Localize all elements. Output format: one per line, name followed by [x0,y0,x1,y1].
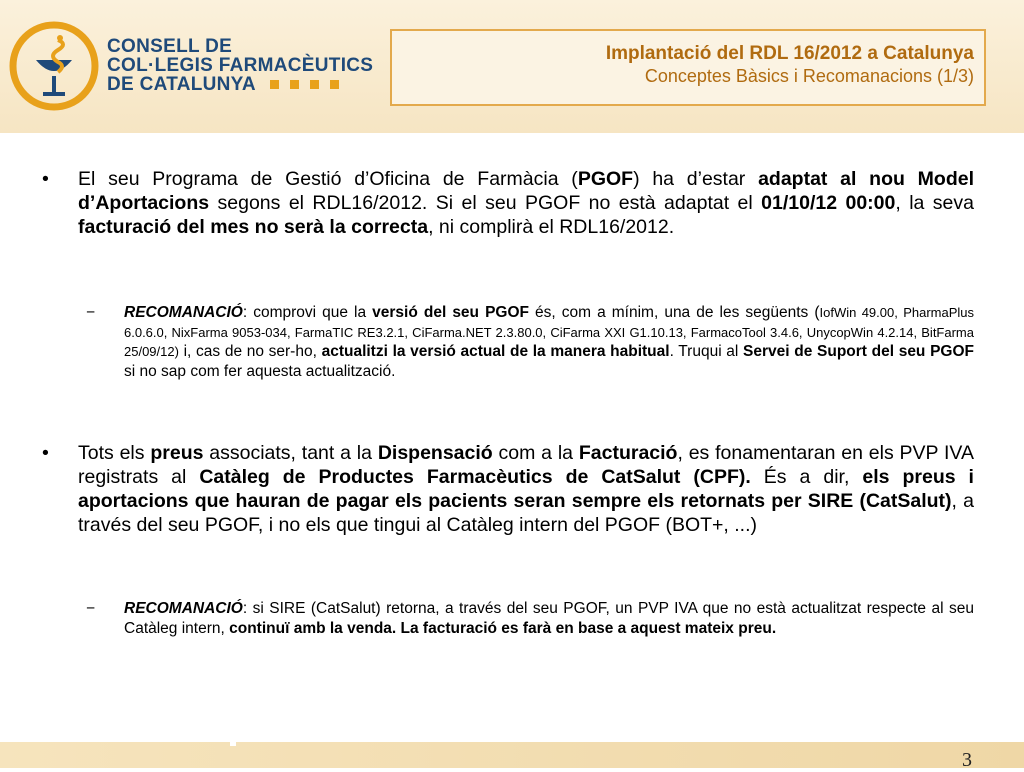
org-name-line1: CONSELL DE [107,36,233,57]
bold-run: versió del seu PGOF [372,304,529,321]
bullet-marker: • [42,168,49,190]
organization-name [107,37,373,94]
recommendation-continue-sale [86,599,974,638]
text-run: si no sap com fer aquesta actualització. [124,362,396,380]
text-run: El seu Programa de Gestió d’Oficina de Farmàcia ( [78,168,578,190]
text-run: , la seva [895,192,974,214]
bold-run: Facturació [578,442,678,464]
recommendation-version-check [86,303,974,381]
slide-subtitle: Conceptes Bàsics i Recomanacions (1/3) [644,66,974,86]
org-name-line3-text: DE CATALUNYA [107,74,256,95]
text-run: : si SIRE (CatSalut) retorna, a través del seu PGOF, un PVP IVA que no està actualitzat respecte al seu Catàleg intern, [124,600,974,637]
decorative-squares [270,75,350,94]
bullet-pgof-adaptation [42,167,974,239]
text-run: , a través del seu PGOF, i no els que tingui al Catàleg intern del PGOF (BOT+, ...) [78,490,974,536]
bold-run: actualitzi la versió actual de la manera habitual [321,343,670,360]
text-run: segons el RDL16/2012. Si el seu PGOF no està adaptat el [209,192,762,214]
bold-run: continuï amb la venda. La facturació es farà en base a aquest mateix preu. [229,619,777,637]
bold-run: Servei de Suport del seu PGOF [743,343,974,360]
text-run: i, cas de no ser-ho, [178,343,322,360]
text-run: , es fonamentaran en els PVP IVA registrats al [78,442,974,488]
text-run: ) ha d’estar [633,168,759,190]
text-run: , ni complirà el RDL16/2012. [428,216,675,238]
header-band [0,0,1024,133]
text-run: És a dir, [750,466,863,488]
recommendation-label: RECOMANACIÓ [124,600,243,617]
bold-run: els preus i aportacions que hauran de pagar els pacients seran sempre els retornats per SIRE (CatSalut) [78,466,974,512]
pharmacy-logo-icon [8,20,100,112]
bold-run: PGOF [577,168,634,190]
recommendation-label: RECOMANACIÓ [124,304,243,321]
text-run: associats, tant a la [203,442,378,464]
dash-marker: − [86,600,96,617]
slide-title-box [390,29,986,106]
software-version-list: IofWin 49.00, PharmaPlus 6.0.6.0, NixFarma 9053-034, FarmaTIC RE3.2.1, CiFarma.NET 2.3.80.0, CiFarma XXI G1.10.13, FarmacoTool 3.4.6, UnycopWin 4.2.14, BitFarma 25/09/12) [124,305,974,359]
bullet-prices-catsalut [42,441,974,537]
bold-run: Catàleg de Productes Farmacèutics de CatSalut (CPF). [199,466,751,488]
footer-band [0,742,1024,768]
text-run: . Truqui al [669,343,744,360]
bullet-marker: • [42,442,49,464]
bold-run: facturació del mes no serà la correcta [78,216,429,238]
text-run: : comprovi que la [242,304,373,321]
footer-decoration [230,742,236,746]
text-run: Tots els [78,442,151,464]
org-name-line3 [107,75,373,94]
bold-run: 01/10/12 00:00 [761,192,896,214]
org-name-line2: COL·LEGIS FARMACÈUTICS [107,55,374,76]
bold-run: adaptat al nou Model d’Aportacions [78,168,974,214]
text-run: és, com a mínim, una de les següents ( [529,304,820,321]
bold-run: preus [150,442,204,464]
dash-marker: − [86,304,96,321]
text-run: com a la [492,442,579,464]
page-number: 3 [962,749,972,771]
bold-run: Dispensació [377,442,493,464]
slide-title: Implantació del RDL 16/2012 a Catalunya [605,43,974,64]
